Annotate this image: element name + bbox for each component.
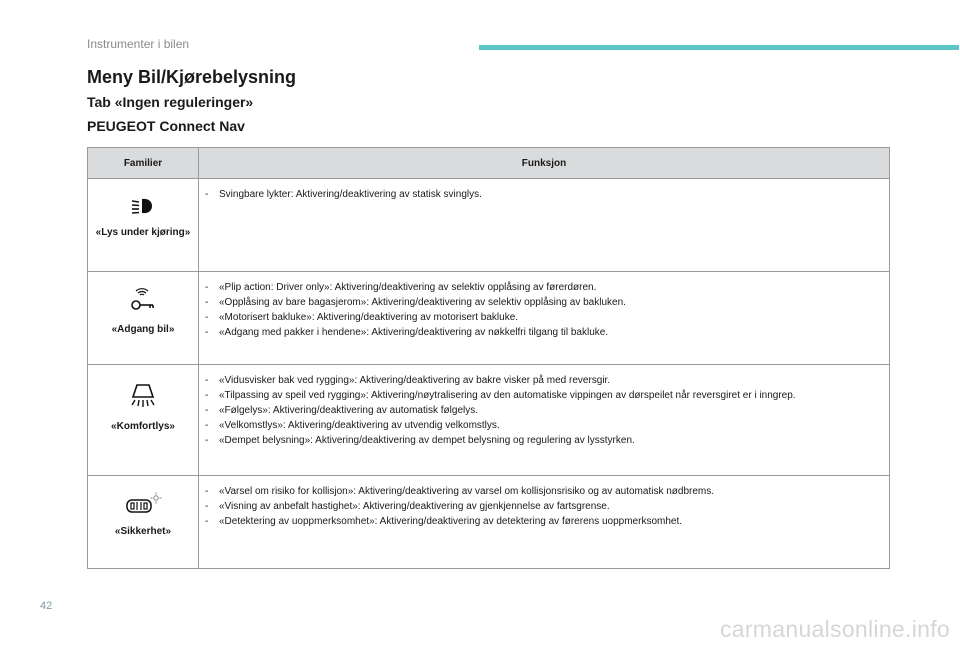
function-cell xyxy=(199,476,890,569)
family-cell xyxy=(88,272,199,365)
function-item: - «Adgang med pakker i hendene»: Aktivering/deaktivering av nøkkelfri tilgang til bakluke. xyxy=(205,325,879,340)
function-item: - «Visning av anbefalt hastighet»: Aktivering/deaktivering av gjenkjennelse av fartsgrense. xyxy=(205,499,879,514)
table-row xyxy=(88,476,890,569)
family-label: «Sikkerhet» xyxy=(114,526,172,537)
function-item: - «Plip action: Driver only»: Aktivering/deaktivering av selektiv opplåsing av førerdøren. xyxy=(205,280,879,295)
key-remote-icon xyxy=(129,288,157,314)
watermark: carmanualsonline.info xyxy=(719,616,950,642)
function-item: - «Tilpassing av speil ved rygging»: Aktivering/nøytralisering av den automatiske vippingen av dørspeilet når reversgiret er i inngrep. xyxy=(205,388,879,403)
function-item: - «Opplåsing av bare bagasjerom»: Aktivering/deaktivering av selektiv opplåsing av bakluken. xyxy=(205,295,879,310)
settings-table xyxy=(87,147,890,569)
car-safety-icon xyxy=(124,492,162,516)
function-item: - «Vidusvisker bak ved rygging»: Aktivering/deaktivering av bakre visker på med reversgir. xyxy=(205,373,879,388)
family-cell xyxy=(88,365,199,476)
page-subtitle: Tab «Ingen reguleringer» xyxy=(87,94,254,110)
headlight-icon xyxy=(130,195,156,217)
function-item: - «Dempet belysning»: Aktivering/deaktivering av dempet belysning og regulering av lysstyrken. xyxy=(205,433,879,448)
function-item: - «Velkomstlys»: Aktivering/deaktivering av utvendig velkomstlys. xyxy=(205,418,879,433)
family-label: «Adgang bil» xyxy=(111,324,175,335)
table-row xyxy=(88,272,890,365)
function-item: - «Varsel om risiko for kollisjon»: Aktivering/deaktivering av varsel om kollisjonsrisiko og av automatisk nødbrems. xyxy=(205,484,879,499)
function-item: - Svingbare lykter: Aktivering/deaktivering av statisk svinglys. xyxy=(205,187,879,202)
function-cell xyxy=(199,272,890,365)
family-cell xyxy=(88,476,199,569)
table-row xyxy=(88,179,890,272)
table-row xyxy=(88,365,890,476)
page-number: 42 xyxy=(40,600,53,612)
courtesy-light-icon xyxy=(129,381,157,411)
page-title: Meny Bil/Kjørebelysning xyxy=(87,67,297,87)
function-item: - «Følgelys»: Aktivering/deaktivering av automatisk følgelys. xyxy=(205,403,879,418)
family-label: «Komfortlys» xyxy=(111,421,175,432)
function-cell xyxy=(199,365,890,476)
family-cell xyxy=(88,179,199,272)
section-label: Instrumenter i bilen xyxy=(87,37,190,51)
column-header-function: Funksjon xyxy=(199,148,890,179)
function-item: - «Detektering av uoppmerksomhet»: Aktivering/deaktivering av detektering av førerens uoppmerksomhet. xyxy=(205,514,879,529)
table-header-row xyxy=(88,148,890,179)
function-cell xyxy=(199,179,890,272)
header-accent-bar xyxy=(479,45,959,50)
system-name: PEUGEOT Connect Nav xyxy=(87,118,245,134)
column-header-family: Familier xyxy=(88,148,199,179)
family-label: «Lys under kjøring» xyxy=(95,227,191,238)
function-item: - «Motorisert bakluke»: Aktivering/deaktivering av motorisert bakluke. xyxy=(205,310,879,325)
